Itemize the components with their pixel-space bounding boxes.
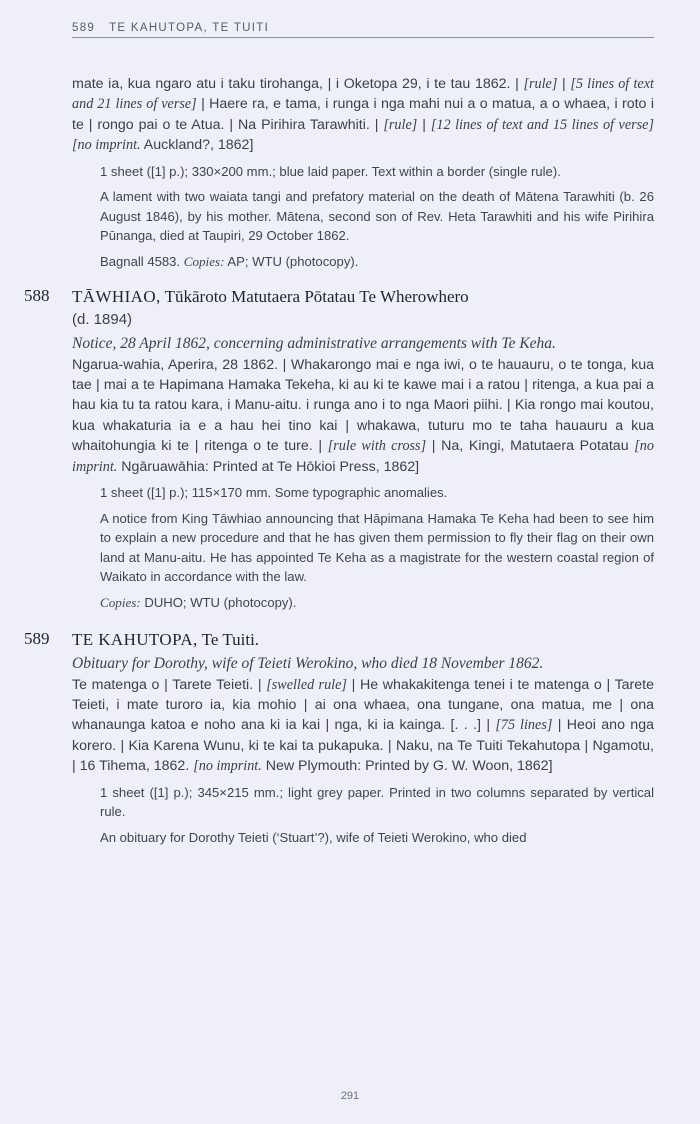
running-head bbox=[72, 22, 654, 38]
entry-number: 589 bbox=[24, 628, 50, 648]
physical-description: 1 sheet ([1] p.); 330×200 mm.; blue laid paper. Text within a border (single rule). bbox=[100, 163, 561, 179]
author-dates: (d. 1894) bbox=[72, 310, 133, 328]
continuation-text bbox=[72, 74, 654, 156]
entry-heading bbox=[72, 629, 654, 651]
text-run: mate ia, kua ngaro atu i taku tirohanga, | i Oketopa 29, i te tau 1862. | bbox=[72, 76, 519, 92]
entry-number: 588 bbox=[24, 285, 50, 305]
author-forenames: Te Tuiti. bbox=[197, 629, 260, 649]
entry-588 bbox=[24, 286, 654, 613]
italic-run: [no imprint. bbox=[193, 758, 262, 775]
page-number: 291 bbox=[340, 1090, 360, 1102]
entry-heading bbox=[72, 286, 654, 331]
text-run: | bbox=[417, 116, 431, 133]
copies-label: Copies: bbox=[183, 254, 225, 269]
copies-line bbox=[100, 593, 654, 613]
italic-run: [rule with cross] bbox=[327, 438, 427, 455]
italic-run: [no imprint. bbox=[72, 137, 141, 154]
text-run: Auckland?, 1862] bbox=[140, 137, 254, 154]
reference: Bagnall 4583. bbox=[100, 254, 184, 269]
entry-title: Notice, 28 April 1862, concerning administrative arrangements with Te Keha. bbox=[72, 334, 556, 352]
text-run: Ngāruawāhia: Printed at Te Hōkioi Press, 1862] bbox=[117, 458, 420, 475]
copies-value: DUHO; WTU (photocopy). bbox=[140, 595, 297, 610]
entry-589 bbox=[24, 629, 654, 848]
italic-run: [no imprint. bbox=[72, 438, 654, 475]
physical-description: 1 sheet ([1] p.); 345×215 mm.; light grey paper. Printed in two columns separated by vertical rule. bbox=[100, 784, 654, 820]
text-run: | Haere ra, e tama, i runga i nga mahi nui a o matua, a o whaea, i roto i te | rongo pai o te Atua. | Na Pirihira Tarawhiti. | bbox=[72, 96, 654, 133]
italic-run: [75 lines] bbox=[495, 717, 553, 734]
text-run: | Na, Kingi, Matutaera Potatau bbox=[426, 438, 635, 455]
transcription bbox=[72, 675, 654, 777]
italic-run: [5 lines of text and 21 lines of verse] bbox=[72, 76, 654, 113]
continuation-block bbox=[72, 74, 654, 272]
author-surname: TE KAHUTOPA, bbox=[72, 629, 198, 649]
copies-value: AP; WTU (photocopy). bbox=[224, 254, 359, 269]
running-head-title: TE KAHUTOPA, TE TUITI bbox=[109, 22, 270, 34]
copies-line bbox=[100, 252, 654, 272]
text-run: Ngarua-wahia, Aperira, 28 1862. | Whakarongo mai e nga iwi, o te hauauru, o te tonga, kua tae | mai a te Hapimana Hamaka Tekeha, ki au ki te kawe mai i a ratou | ritenga, a kua pai a hau kia tu ta ratou kara, i Manu-aitu. i runga ano i to nga Maori piihi. | Kia rongo mai koutou, kua whakaturia ia e a hau hei tino kai | whakawa, tuturu mo te taha hauauru a kua whaitohungia ki te | ritenga o te ture. | bbox=[72, 356, 654, 455]
physical-description: 1 sheet ([1] p.); 115×170 mm. Some typographic anomalies. bbox=[100, 485, 448, 501]
author-surname: TĀWHIAO, bbox=[72, 286, 161, 306]
entry-note: A lament with two waiata tangi and prefatory material on the death of Mātena Tarawhiti (b. 26 August 1846), by his mother. Mātena, second son of Rev. Heta Tarawhiti and his wife Pirihira Pūnanga, died at Taupiri, 29 October 1862. bbox=[100, 189, 654, 244]
running-head-number: 589 bbox=[72, 22, 96, 34]
text-run: Te matenga o | Tarete Teieti. | bbox=[72, 676, 267, 693]
text-run: | bbox=[557, 76, 571, 92]
text-run: | Heoi ano nga korero. | Kia Karena Wunu, ki te kai ta pukapuka. | Naku, na Te Tuiti Tekahutopa | Ngamotu, | 16 Tihema, 1862. bbox=[72, 717, 654, 775]
text-run: New Plymouth: Printed by G. W. Woon, 1862] bbox=[261, 758, 553, 775]
italic-run: [12 lines of text and 15 lines of verse] bbox=[430, 116, 654, 133]
text-run: | He whakakitenga tenei i te matenga o | Tarete Teieti, i mate turoro ia, kia mohio | ai ona whaea, ona tungane, ona matua, me | ona whanaunga katoa e noho ana ki ia kai | nga, ki ia kainga. [. . .] | bbox=[72, 676, 655, 734]
entry-title: Obituary for Dorothy, wife of Teieti Werokino, who died 18 November 1862. bbox=[72, 654, 544, 672]
entry-note: An obituary for Dorothy Teieti (‘Stuart’?), wife of Teieti Werokino, who died bbox=[100, 829, 527, 845]
italic-run: [rule] bbox=[383, 116, 418, 133]
author-forenames: Tūkāroto Matutaera Pōtatau Te Wherowhero bbox=[160, 286, 469, 306]
italic-run: [swelled rule] bbox=[266, 676, 347, 693]
page-body bbox=[24, 74, 654, 847]
copies-label: Copies: bbox=[100, 595, 141, 610]
italic-run: [rule] bbox=[523, 76, 558, 92]
entry-note: A notice from King Tāwhiao announcing that Hāpimana Hamaka Te Keha had been to see him to explain a new procedure and that he has given them permission to fly their flag on their own land at Manu-aitu. He has appointed Te Keha as a magistrate for the western coastal region of Waikato in accordance with the law. bbox=[100, 510, 654, 585]
transcription bbox=[72, 355, 654, 477]
